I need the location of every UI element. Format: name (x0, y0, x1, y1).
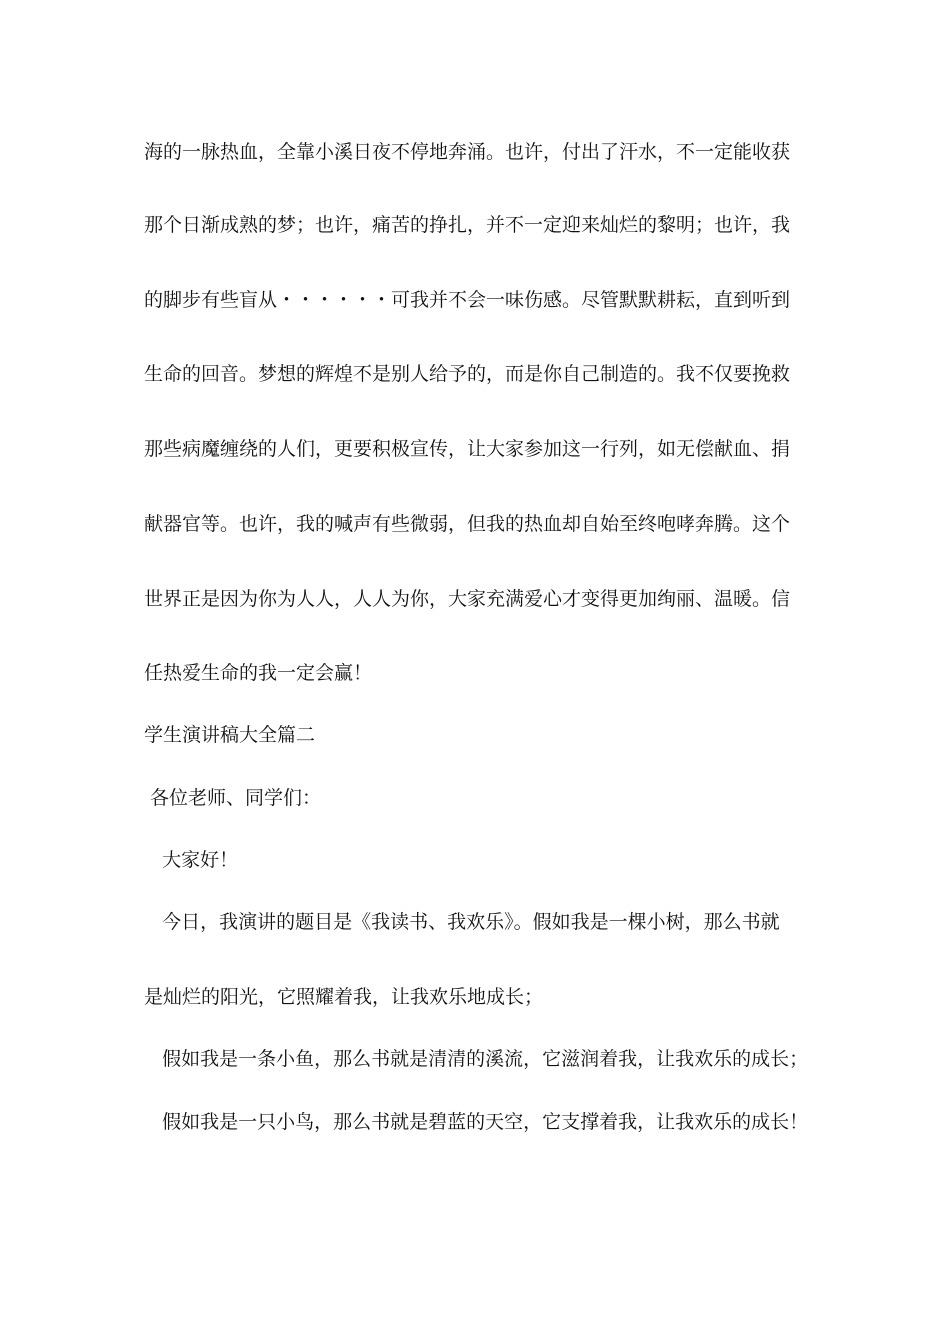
greeting: 大家好！ (144, 849, 239, 871)
salutation: 各位老师、同学们： (144, 787, 322, 809)
paragraph-line: 的脚步有些盲从・・・・・・可我并不会一味伤感。尽管默默耕耘，直到听到 (144, 289, 791, 311)
paragraph-line: 假如我是一条小鱼，那么书就是清清的溪流，它滋润着我，让我欢乐的成长； (144, 1048, 809, 1070)
paragraph-line: 献器官等。也许，我的喊声有些微弱，但我的热血却自始至终咆哮奔腾。这个 (144, 513, 791, 535)
paragraph-line: 那个日渐成熟的梦；也许，痛苦的挣扎，并不一定迎来灿烂的黎明；也许，我 (144, 214, 791, 236)
paragraph-line: 海的一脉热血，全靠小溪日夜不停地奔涌。也许，付出了汗水，不一定能收获 (144, 141, 791, 163)
paragraph-line: 是灿烂的阳光，它照耀着我，让我欢乐地成长； (144, 986, 544, 1008)
section-heading: 学生演讲稿大全篇二 (144, 724, 316, 746)
paragraph-line: 任热爱生命的我一定会赢！ (144, 662, 373, 684)
paragraph-line: 世界正是因为你为人人，人人为你，大家充满爱心才变得更加绚丽、温暖。信 (144, 588, 791, 610)
paragraph-line: 今日，我演讲的题目是《我读书、我欢乐》。假如我是一棵小树，那么书就 (144, 911, 780, 933)
paragraph-line: 假如我是一只小鸟，那么书就是碧蓝的天空，它支撑着我，让我欢乐的成长！ (144, 1111, 809, 1133)
paragraph-line: 那些病魔缠绕的人们，更要积极宣传，让大家参加这一行列，如无偿献血、捐 (144, 438, 791, 460)
paragraph-line: 生命的回音。梦想的辉煌不是别人给予的，而是你自己制造的。我不仅要挽救 (144, 363, 791, 385)
